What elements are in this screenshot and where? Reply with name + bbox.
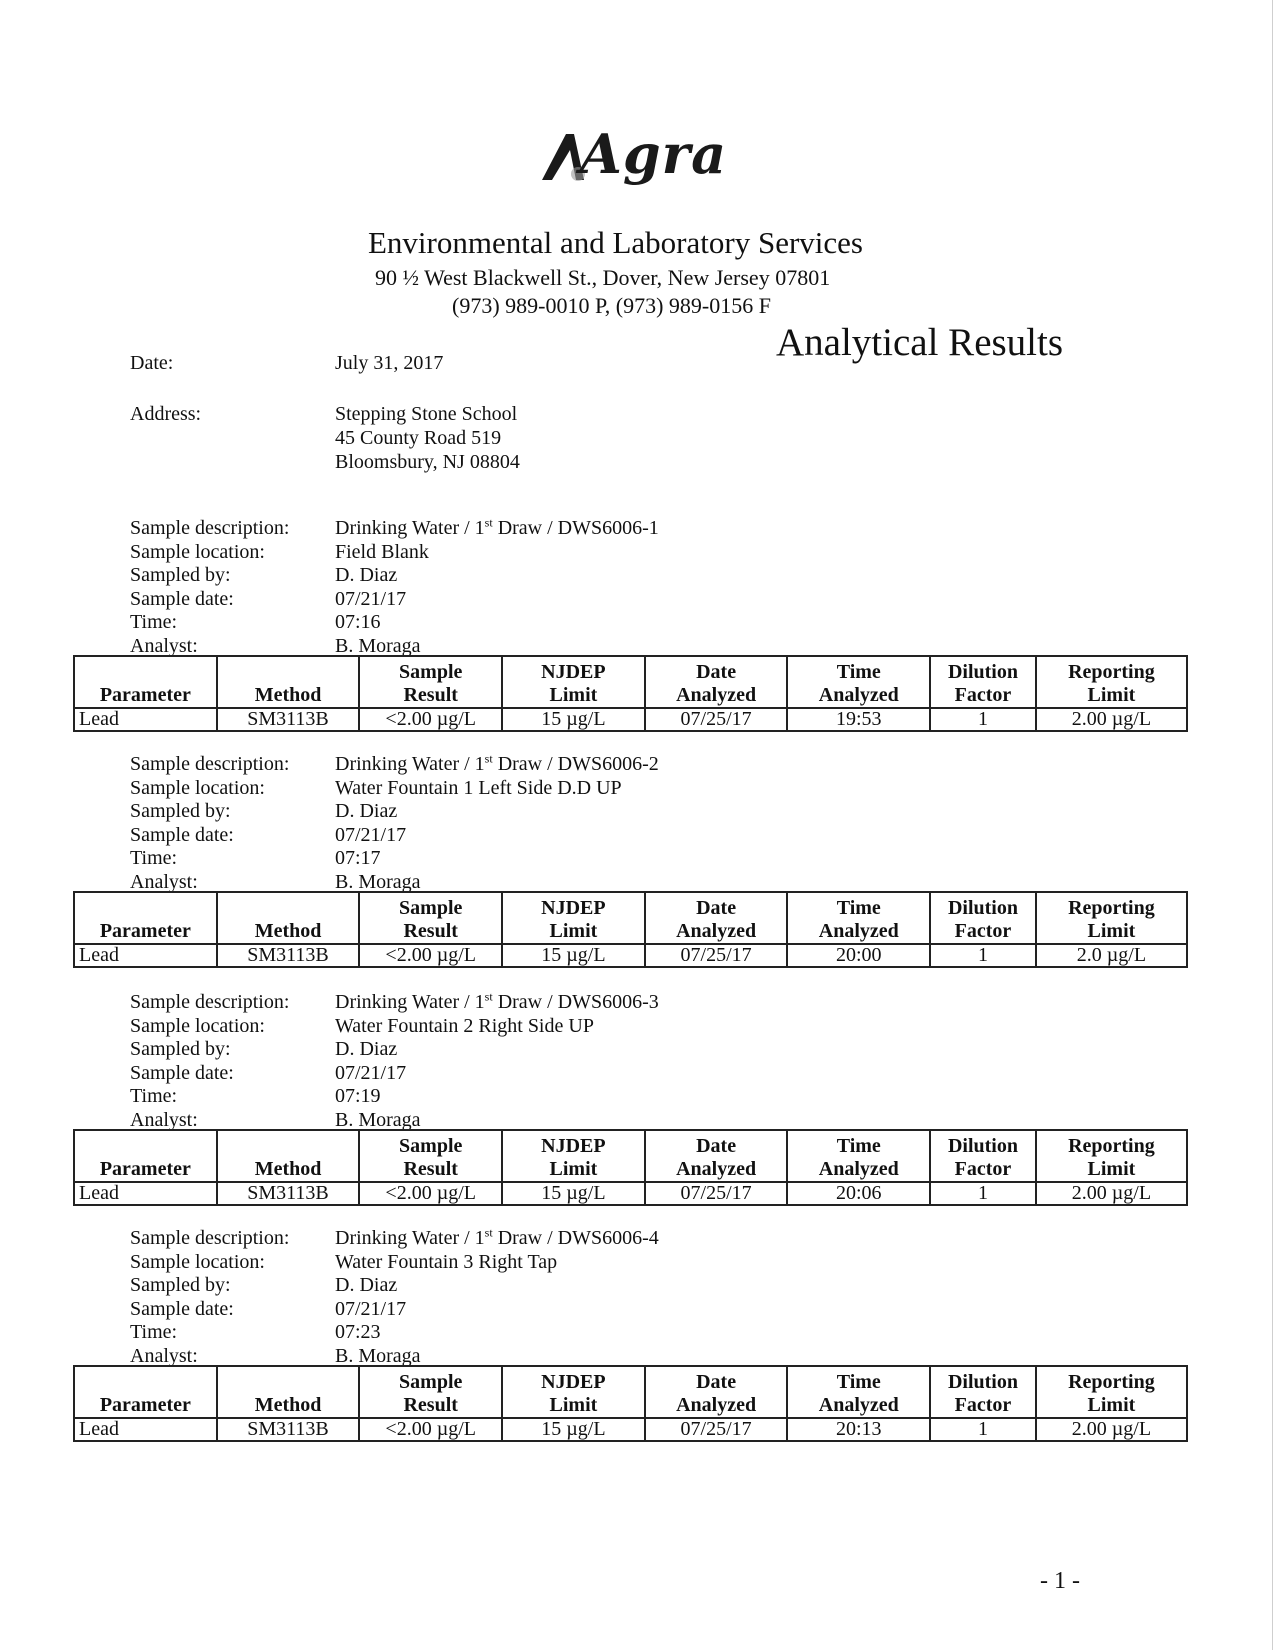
cell-time-analyzed: 20:06 bbox=[787, 1182, 930, 1205]
results-table bbox=[73, 1365, 1188, 1442]
analyst-value: B. Moraga bbox=[335, 1108, 421, 1131]
column-header-text: Method bbox=[254, 684, 322, 706]
cell-date-analyzed: 07/25/17 bbox=[645, 944, 788, 967]
column-header bbox=[1036, 1366, 1187, 1418]
cell-parameter: Lead bbox=[74, 1182, 217, 1205]
column-header-text: Factor bbox=[954, 1158, 1012, 1180]
cell-method: SM3113B bbox=[217, 1182, 360, 1205]
column-header bbox=[645, 1366, 788, 1418]
sampled-by-row bbox=[0, 799, 1275, 823]
sampled-by-value: D. Diaz bbox=[335, 1038, 398, 1060]
column-header-text: Result bbox=[403, 1158, 458, 1180]
cell-reporting-limit: 2.00 µg/L bbox=[1036, 1418, 1187, 1441]
sample-location-row bbox=[0, 540, 1275, 564]
analyst-row bbox=[0, 870, 1275, 894]
column-header-text: Limit bbox=[1087, 1158, 1136, 1180]
column-header-text: Dilution bbox=[947, 897, 1018, 919]
column-header bbox=[645, 892, 788, 944]
column-header-text: Limit bbox=[549, 920, 598, 942]
address-line: Bloomsbury, NJ 08804 bbox=[335, 451, 520, 473]
cell-time-analyzed: 20:13 bbox=[787, 1418, 930, 1441]
column-header-text: Time bbox=[836, 661, 881, 683]
column-header-text: Analyzed bbox=[676, 920, 757, 942]
column-header-text: Limit bbox=[1087, 1394, 1136, 1416]
column-header bbox=[217, 656, 360, 708]
analyst-row bbox=[0, 1344, 1275, 1368]
cell-method: SM3113B bbox=[217, 708, 360, 731]
client-address bbox=[335, 402, 520, 474]
sample-time-row bbox=[0, 610, 1275, 634]
sampled-by-row bbox=[0, 1273, 1275, 1297]
column-header-text: Reporting bbox=[1068, 1135, 1155, 1157]
column-header-text: Factor bbox=[954, 920, 1012, 942]
column-header-text: Reporting bbox=[1068, 1371, 1155, 1393]
column-header-text: Method bbox=[254, 1158, 322, 1180]
analyst-label: Analyst: bbox=[130, 1108, 198, 1131]
column-header bbox=[359, 892, 502, 944]
column-header-text: Analyzed bbox=[676, 684, 757, 706]
address-line: Stepping Stone School bbox=[335, 403, 518, 425]
sample-time-label: Time: bbox=[130, 847, 178, 869]
sample-time-value: 07:17 bbox=[335, 847, 381, 869]
cell-sample-result: <2.00 µg/L bbox=[359, 1182, 502, 1205]
column-header-text: Time bbox=[836, 1371, 881, 1393]
sampled-by-value: D. Diaz bbox=[335, 800, 398, 822]
cell-sample-result: <2.00 µg/L bbox=[359, 944, 502, 967]
cell-dilution-factor: 1 bbox=[930, 944, 1036, 967]
column-header-text: Sample bbox=[399, 1371, 463, 1393]
cell-reporting-limit: 2.00 µg/L bbox=[1036, 1182, 1187, 1205]
sample-description-label: Sample description: bbox=[130, 753, 290, 775]
column-header-text: Limit bbox=[549, 684, 598, 706]
column-header bbox=[1036, 656, 1187, 708]
sampled-by-value: D. Diaz bbox=[335, 1274, 398, 1296]
cell-sample-result: <2.00 µg/L bbox=[359, 1418, 502, 1441]
column-header-text: Parameter bbox=[99, 684, 191, 706]
description-text: Drinking Water / 1 bbox=[335, 753, 485, 775]
company-phone: (973) 989-0010 P, (973) 989-0156 F bbox=[452, 293, 771, 318]
column-header-text: Result bbox=[403, 684, 458, 706]
cell-time-analyzed: 20:00 bbox=[787, 944, 930, 967]
sample-date-value: 07/21/17 bbox=[335, 1061, 407, 1084]
sampled-by-label: Sampled by: bbox=[130, 1274, 231, 1296]
column-header bbox=[502, 656, 645, 708]
description-text: Drinking Water / 1 bbox=[335, 517, 485, 539]
column-header-text: Analyzed bbox=[676, 1394, 757, 1416]
sample-date-label: Sample date: bbox=[130, 587, 234, 610]
column-header-text: Result bbox=[403, 1394, 458, 1416]
sample-time-row bbox=[0, 1320, 1275, 1344]
column-header-text: Dilution bbox=[947, 661, 1018, 683]
table-row bbox=[74, 1182, 1187, 1205]
sample-description-row bbox=[0, 1226, 1275, 1250]
description-text: Draw / DWS6006-1 bbox=[492, 517, 659, 539]
sample-date-label: Sample date: bbox=[130, 1297, 234, 1320]
ordinal-suffix: st bbox=[484, 751, 493, 766]
sample-time-label: Time: bbox=[130, 1321, 178, 1343]
cell-dilution-factor: 1 bbox=[930, 1182, 1036, 1205]
sample-date-value: 07/21/17 bbox=[335, 1297, 407, 1320]
table-header-row bbox=[74, 892, 1187, 944]
column-header-text: Reporting bbox=[1068, 661, 1155, 683]
sample-location-value: Water Fountain 2 Right Side UP bbox=[335, 1014, 594, 1037]
sample-location-row bbox=[0, 1250, 1275, 1274]
column-header-text: Parameter bbox=[99, 1394, 191, 1416]
column-header bbox=[502, 892, 645, 944]
sample-date-label: Sample date: bbox=[130, 1061, 234, 1084]
results-table bbox=[73, 655, 1188, 732]
column-header-text: Dilution bbox=[947, 1135, 1018, 1157]
column-header bbox=[645, 1130, 788, 1182]
page-number: - 1 - bbox=[1040, 1568, 1080, 1594]
sample-description-row bbox=[0, 752, 1275, 776]
sample-location-label: Sample location: bbox=[130, 1250, 265, 1273]
cell-method: SM3113B bbox=[217, 944, 360, 967]
sample-location-label: Sample location: bbox=[130, 776, 265, 799]
address-label: Address: bbox=[130, 403, 202, 425]
analyst-row bbox=[0, 1108, 1275, 1132]
sample-date-row bbox=[0, 587, 1275, 611]
analyst-label: Analyst: bbox=[130, 1344, 198, 1367]
sampled-by-row bbox=[0, 563, 1275, 587]
column-header bbox=[787, 1130, 930, 1182]
column-header-text: Time bbox=[836, 897, 881, 919]
column-header bbox=[787, 1366, 930, 1418]
column-header bbox=[930, 1366, 1036, 1418]
page-title: Analytical Results bbox=[776, 321, 1064, 364]
column-header-text: Limit bbox=[1087, 920, 1136, 942]
sample-location-row bbox=[0, 1014, 1275, 1038]
sample-location-value: Water Fountain 3 Right Tap bbox=[335, 1250, 558, 1273]
column-header-text: NJDEP bbox=[541, 1371, 606, 1393]
column-header-text: Reporting bbox=[1068, 897, 1155, 919]
cell-parameter: Lead bbox=[74, 1418, 217, 1441]
company-name: Environmental and Laboratory Services bbox=[368, 225, 863, 260]
column-header-text: Analyzed bbox=[818, 1394, 899, 1416]
date-label: Date: bbox=[130, 352, 174, 374]
sample-description-value bbox=[335, 752, 659, 776]
column-header-text: NJDEP bbox=[541, 661, 606, 683]
column-header-text: Analyzed bbox=[818, 920, 899, 942]
column-header-text: Sample bbox=[399, 1135, 463, 1157]
sampled-by-label: Sampled by: bbox=[130, 1038, 231, 1060]
table-row bbox=[74, 944, 1187, 967]
description-text: Draw / DWS6006-4 bbox=[492, 1227, 659, 1249]
column-header bbox=[645, 656, 788, 708]
column-header-text: Method bbox=[254, 920, 322, 942]
column-header-text: Date bbox=[696, 1371, 737, 1393]
sample-time-row bbox=[0, 846, 1275, 870]
sample-description-label: Sample description: bbox=[130, 991, 290, 1013]
column-header-text: Time bbox=[836, 1135, 881, 1157]
cell-parameter: Lead bbox=[74, 944, 217, 967]
column-header bbox=[359, 656, 502, 708]
column-header-text: Date bbox=[696, 1135, 737, 1157]
sample-time-value: 07:16 bbox=[335, 611, 381, 633]
table-row bbox=[74, 1418, 1187, 1441]
column-header-text: Sample bbox=[399, 661, 463, 683]
analyst-value: B. Moraga bbox=[335, 870, 421, 893]
column-header-text: Analyzed bbox=[818, 1158, 899, 1180]
table-row bbox=[74, 708, 1187, 731]
sample-description-value bbox=[335, 516, 659, 540]
description-text: Drinking Water / 1 bbox=[335, 1227, 485, 1249]
analyst-label: Analyst: bbox=[130, 870, 198, 893]
column-header-text: Factor bbox=[954, 1394, 1012, 1416]
ordinal-suffix: st bbox=[484, 1225, 493, 1240]
column-header-text: Analyzed bbox=[676, 1158, 757, 1180]
column-header bbox=[217, 892, 360, 944]
sampled-by-label: Sampled by: bbox=[130, 800, 231, 822]
report-date: July 31, 2017 bbox=[335, 352, 444, 374]
column-header-text: Sample bbox=[399, 897, 463, 919]
cell-date-analyzed: 07/25/17 bbox=[645, 1418, 788, 1441]
address-line: 45 County Road 519 bbox=[335, 427, 502, 449]
sample-location-value: Water Fountain 1 Left Side D.D UP bbox=[335, 776, 622, 799]
sample-date-label: Sample date: bbox=[130, 823, 234, 846]
cell-sample-result: <2.00 µg/L bbox=[359, 708, 502, 731]
column-header bbox=[74, 1130, 217, 1182]
sample-time-value: 07:23 bbox=[335, 1321, 381, 1343]
column-header bbox=[930, 656, 1036, 708]
column-header-text: Parameter bbox=[99, 1158, 191, 1180]
agra-logo bbox=[540, 122, 740, 188]
column-header-text: Method bbox=[254, 1394, 322, 1416]
column-header bbox=[930, 892, 1036, 944]
cell-reporting-limit: 2.0 µg/L bbox=[1036, 944, 1187, 967]
cell-njdep-limit: 15 µg/L bbox=[502, 944, 645, 967]
column-header bbox=[74, 892, 217, 944]
sample-time-value: 07:19 bbox=[335, 1085, 381, 1107]
column-header bbox=[502, 1130, 645, 1182]
column-header bbox=[217, 1130, 360, 1182]
sample-date-row bbox=[0, 1061, 1275, 1085]
column-header bbox=[359, 1130, 502, 1182]
analyst-row bbox=[0, 634, 1275, 658]
description-text: Draw / DWS6006-3 bbox=[492, 991, 659, 1013]
analyst-value: B. Moraga bbox=[335, 1344, 421, 1367]
sample-description-label: Sample description: bbox=[130, 1227, 290, 1249]
sample-description-value bbox=[335, 990, 659, 1014]
column-header bbox=[1036, 1130, 1187, 1182]
cell-method: SM3113B bbox=[217, 1418, 360, 1441]
description-text: Drinking Water / 1 bbox=[335, 991, 485, 1013]
column-header bbox=[1036, 892, 1187, 944]
sample-time-label: Time: bbox=[130, 1085, 178, 1107]
column-header bbox=[787, 892, 930, 944]
sample-location-value: Field Blank bbox=[335, 540, 429, 563]
column-header-text: Limit bbox=[549, 1158, 598, 1180]
cell-date-analyzed: 07/25/17 bbox=[645, 708, 788, 731]
sample-location-row bbox=[0, 776, 1275, 800]
column-header-text: Analyzed bbox=[818, 684, 899, 706]
column-header-text: Limit bbox=[549, 1394, 598, 1416]
column-header bbox=[787, 656, 930, 708]
description-text: Draw / DWS6006-2 bbox=[492, 753, 659, 775]
sample-time-label: Time: bbox=[130, 611, 178, 633]
sample-time-row bbox=[0, 1084, 1275, 1108]
cell-reporting-limit: 2.00 µg/L bbox=[1036, 708, 1187, 731]
cell-njdep-limit: 15 µg/L bbox=[502, 1182, 645, 1205]
table-header-row bbox=[74, 656, 1187, 708]
column-header-text: Date bbox=[696, 661, 737, 683]
ordinal-suffix: st bbox=[484, 989, 493, 1004]
column-header bbox=[930, 1130, 1036, 1182]
sampled-by-label: Sampled by: bbox=[130, 564, 231, 586]
sample-description-row bbox=[0, 516, 1275, 540]
sample-location-label: Sample location: bbox=[130, 1014, 265, 1037]
cell-parameter: Lead bbox=[74, 708, 217, 731]
sample-date-row bbox=[0, 1297, 1275, 1321]
sample-date-row bbox=[0, 823, 1275, 847]
column-header bbox=[217, 1366, 360, 1418]
sample-description-value bbox=[335, 1226, 659, 1250]
cell-dilution-factor: 1 bbox=[930, 708, 1036, 731]
sampled-by-row bbox=[0, 1037, 1275, 1061]
ordinal-suffix: st bbox=[484, 515, 493, 530]
company-address: 90 ½ West Blackwell St., Dover, New Jersey 07801 bbox=[375, 265, 831, 290]
column-header-text: Dilution bbox=[947, 1371, 1018, 1393]
column-header-text: NJDEP bbox=[541, 1135, 606, 1157]
analyst-label: Analyst: bbox=[130, 634, 198, 657]
results-table bbox=[73, 891, 1188, 968]
cell-dilution-factor: 1 bbox=[930, 1418, 1036, 1441]
column-header bbox=[74, 1366, 217, 1418]
logo-text: Agra bbox=[580, 122, 728, 186]
column-header-text: Factor bbox=[954, 684, 1012, 706]
cell-time-analyzed: 19:53 bbox=[787, 708, 930, 731]
sample-date-value: 07/21/17 bbox=[335, 587, 407, 610]
sample-description-label: Sample description: bbox=[130, 517, 290, 539]
analyst-value: B. Moraga bbox=[335, 634, 421, 657]
table-header-row bbox=[74, 1130, 1187, 1182]
column-header-text: Limit bbox=[1087, 684, 1136, 706]
column-header-text: Result bbox=[403, 920, 458, 942]
sample-date-value: 07/21/17 bbox=[335, 823, 407, 846]
sampled-by-value: D. Diaz bbox=[335, 564, 398, 586]
cell-date-analyzed: 07/25/17 bbox=[645, 1182, 788, 1205]
cell-njdep-limit: 15 µg/L bbox=[502, 708, 645, 731]
column-header bbox=[359, 1366, 502, 1418]
results-table bbox=[73, 1129, 1188, 1206]
sample-description-row bbox=[0, 990, 1275, 1014]
cell-njdep-limit: 15 µg/L bbox=[502, 1418, 645, 1441]
column-header bbox=[74, 656, 217, 708]
table-header-row bbox=[74, 1366, 1187, 1418]
column-header-text: Parameter bbox=[99, 920, 191, 942]
column-header-text: NJDEP bbox=[541, 897, 606, 919]
sample-location-label: Sample location: bbox=[130, 540, 265, 563]
column-header-text: Date bbox=[696, 897, 737, 919]
column-header bbox=[502, 1366, 645, 1418]
